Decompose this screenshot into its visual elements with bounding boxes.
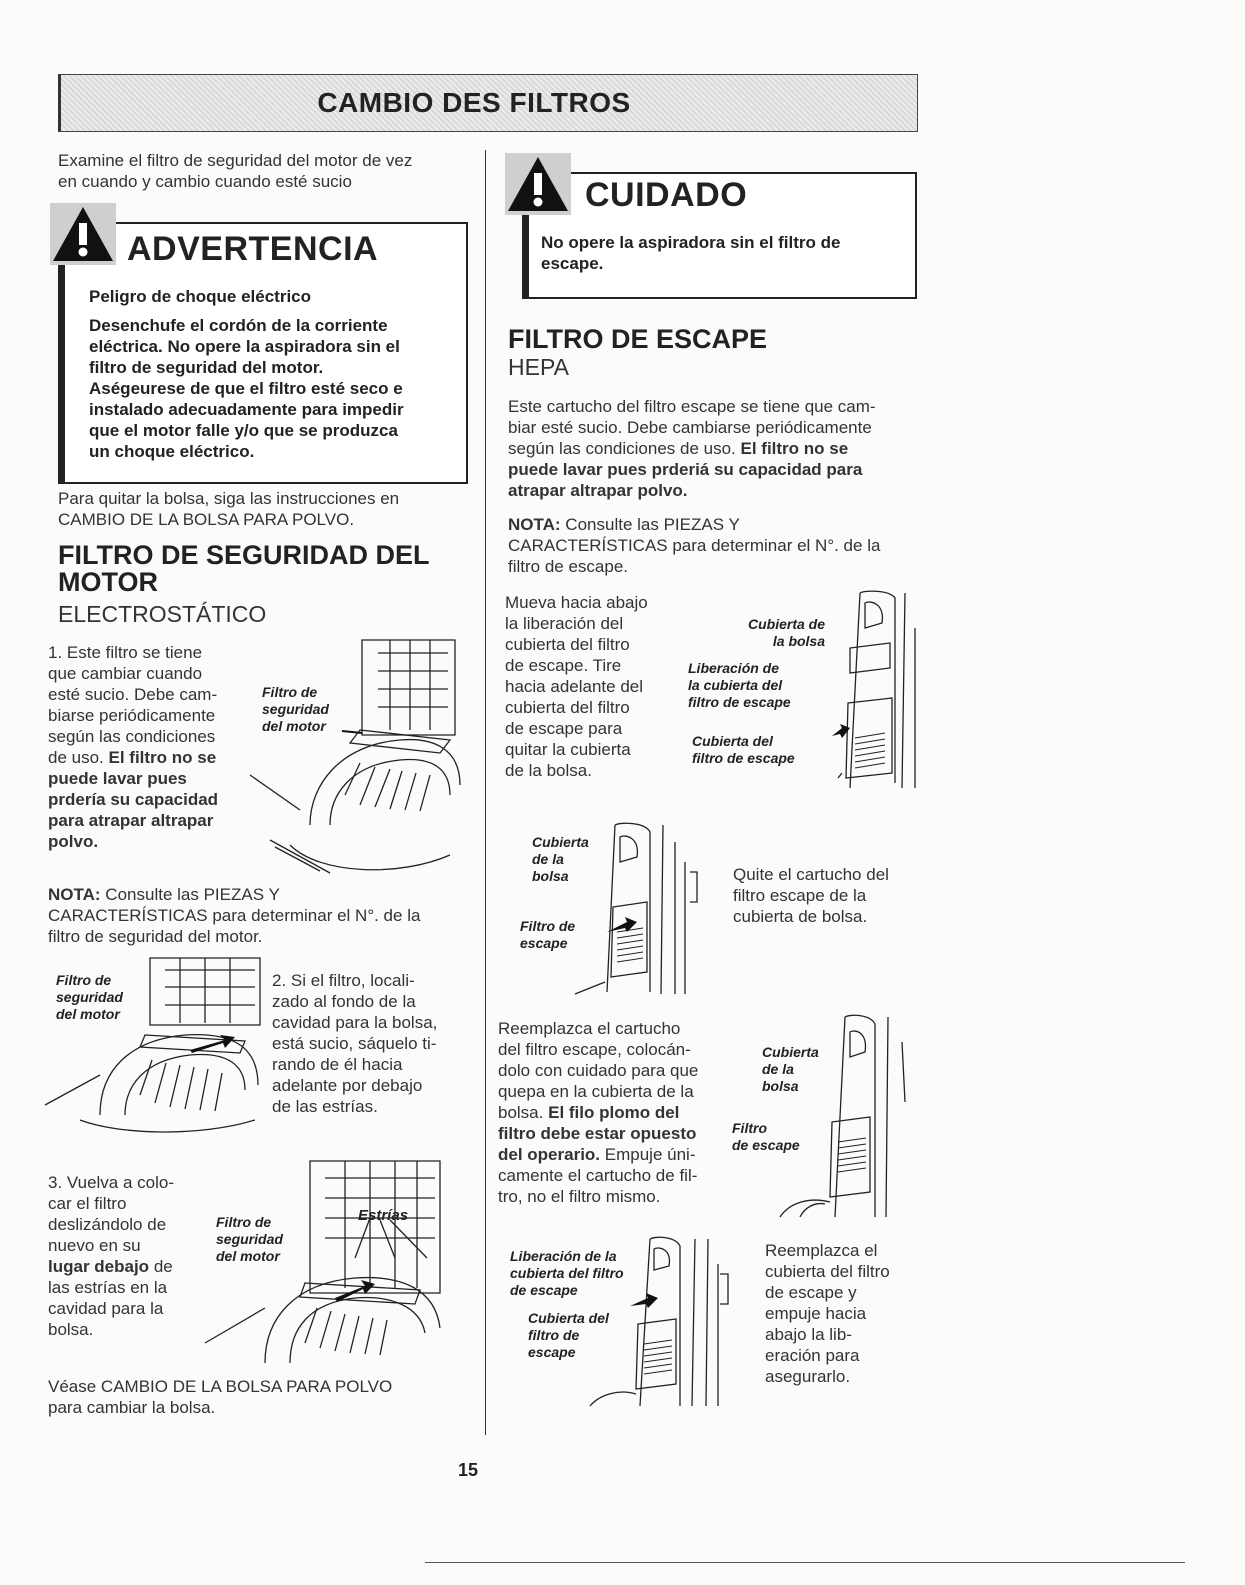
- text-line: 1. Este filtro se tiene: [48, 643, 203, 662]
- callout-line: Cubierta: [762, 1044, 819, 1060]
- text-line: filtro de escape.: [508, 557, 629, 576]
- callout-line: de escape: [732, 1137, 800, 1153]
- section-subtitle: HEPA: [508, 354, 569, 380]
- text-line: nuevo en su: [48, 1236, 141, 1255]
- text-line: filtro de seguridad del motor.: [89, 358, 324, 377]
- nota-label: NOTA:: [48, 885, 101, 904]
- right-nota: [508, 514, 880, 577]
- callout-line: de la: [762, 1061, 794, 1077]
- text-line: de: [153, 1257, 173, 1276]
- text-line: zado al fondo de la: [272, 992, 416, 1011]
- text-line: filtro escape de la: [733, 886, 867, 905]
- step3-text: [48, 1172, 174, 1340]
- text-line: asegurarlo.: [765, 1367, 851, 1386]
- motor-filter-heading: [58, 542, 430, 626]
- text-line: 2. Si el filtro, locali-: [272, 971, 415, 990]
- text-line: que el motor falle y/o que se produzca: [89, 421, 398, 440]
- step2-text: [272, 970, 437, 1117]
- exhaust-a-callout-bag: [748, 616, 825, 650]
- section-title-line: FILTRO DE SEGURIDAD DEL: [58, 540, 430, 570]
- callout-line: Filtro de: [262, 684, 318, 700]
- callout-line: filtro de escape: [692, 750, 795, 766]
- exhaust-step-b-text: [733, 864, 889, 927]
- text-line: según las condiciones: [48, 727, 216, 746]
- bold-text: El filtro no se: [740, 439, 849, 458]
- column-divider: [485, 150, 486, 1435]
- callout-line: de escape: [510, 1282, 578, 1298]
- text-line: de las estrías.: [272, 1097, 378, 1116]
- text-line: No opere la aspiradora sin el filtro de: [541, 233, 841, 252]
- text-line: instalado adecuadamente para impedir: [89, 400, 404, 419]
- exhaust-a-callout-release: [688, 660, 791, 711]
- callout-line: seguridad: [216, 1231, 283, 1247]
- callout-line: Cubierta: [532, 834, 589, 850]
- text-line: Examine el filtro de seguridad del motor de vez: [58, 151, 413, 170]
- callout-line: Cubierta del: [692, 733, 773, 749]
- text-line: Véase CAMBIO DE LA BOLSA PARA POLVO: [48, 1377, 393, 1396]
- callout-line: Cubierta de: [748, 616, 826, 632]
- text-line: puede lavar pues prderiá su capacidad para: [508, 460, 863, 479]
- text-line: cubierta de bolsa.: [733, 907, 868, 926]
- caution-body: [541, 232, 840, 274]
- warning-triangle-icon: [50, 203, 116, 265]
- text-line: Reemplazca el cartucho: [498, 1019, 681, 1038]
- text-line: de la bolsa.: [505, 761, 592, 780]
- page-number: 15: [458, 1460, 479, 1480]
- warning-box: [58, 222, 468, 484]
- text-line: Quite el cartucho del: [733, 865, 889, 884]
- caution-box: [522, 172, 917, 299]
- text-line: car el filtro: [48, 1194, 127, 1213]
- text-line: un choque eléctrico.: [89, 442, 255, 461]
- step1-text: [48, 642, 218, 852]
- callout-line: bolsa: [532, 868, 569, 884]
- scan-edge-line: [425, 1562, 1185, 1563]
- bold-text: El filo plomo del: [548, 1103, 680, 1122]
- section-title-line: MOTOR: [58, 567, 158, 597]
- text-line: prdería su capacidad: [48, 790, 219, 809]
- exhaust-intro: [508, 396, 876, 501]
- callout-line: cubierta del filtro: [510, 1265, 624, 1281]
- text-line: según las condiciones de uso.: [508, 439, 736, 458]
- callout-line: Filtro: [732, 1120, 767, 1136]
- motor-filter-illustration-1: [250, 635, 462, 875]
- text-line: de escape. Tire: [505, 656, 622, 675]
- warning-heading: ADVERTENCIA: [127, 230, 379, 268]
- callout-line: la bolsa: [772, 633, 826, 649]
- text-line: quitar la cubierta: [505, 740, 631, 759]
- text-line: cavidad para la: [48, 1299, 164, 1318]
- text-line: en cuando y cambio cuando esté sucio: [58, 172, 352, 191]
- text-line: adelante por debajo: [272, 1076, 423, 1095]
- warning-body: [89, 286, 404, 462]
- step1-callout: [262, 684, 329, 735]
- text-line: Mueva hacia abajo: [505, 593, 648, 612]
- text-line: de escape para: [505, 719, 623, 738]
- callout-line: escape: [520, 935, 568, 951]
- bold-text: lugar debajo: [48, 1257, 150, 1276]
- callout-line: del motor: [56, 1006, 120, 1022]
- exhaust-d-callout-release: [510, 1248, 624, 1299]
- text-line: Desenchufe el cordón de la corriente: [89, 316, 388, 335]
- text-line: camente el cartucho de fil-: [498, 1166, 698, 1185]
- nota-label: NOTA:: [508, 515, 561, 534]
- text-line: atrapar altrapar polvo.: [508, 481, 688, 500]
- callout-line: Liberación de: [688, 660, 780, 676]
- callout-line: escape: [528, 1344, 576, 1360]
- text-line: las estrías en la: [48, 1278, 168, 1297]
- text-line: Este cartucho del filtro escape se tiene que cam-: [508, 397, 876, 416]
- left-intro: [58, 150, 412, 192]
- text-line: cavidad para la bolsa,: [272, 1013, 438, 1032]
- callout-line: del motor: [262, 718, 326, 734]
- left-closing: [48, 1376, 392, 1418]
- callout-line: Cubierta del: [528, 1310, 609, 1326]
- text-line: cubierta del filtro: [505, 698, 630, 717]
- callout-line: filtro de: [528, 1327, 580, 1343]
- text-line: de uso.: [48, 748, 104, 767]
- exhaust-c-callout-bag: [762, 1044, 819, 1095]
- callout-line: Liberación de la: [510, 1248, 617, 1264]
- text-line: 3. Vuelva a colo-: [48, 1173, 174, 1192]
- callout-line: filtro de escape: [688, 694, 791, 710]
- text-line: CARACTERÍSTICAS para determinar el N°. de la: [48, 906, 421, 925]
- text-line: eración para: [765, 1346, 860, 1365]
- text-line: puede lavar pues: [48, 769, 187, 788]
- exhaust-a-callout-cover: [692, 733, 795, 767]
- exhaust-step-c-text: [498, 1018, 698, 1207]
- step3-callout: [216, 1214, 283, 1265]
- text-line: CARACTERÍSTICAS para determinar el N°. de la: [508, 536, 881, 555]
- callout-line: Filtro de: [216, 1214, 272, 1230]
- caution-triangle-icon: [505, 153, 571, 215]
- exhaust-d-callout-cover: [528, 1310, 609, 1361]
- text-line: esté sucio. Debe cam-: [48, 685, 218, 704]
- bag-note: [58, 488, 399, 530]
- text-line: del operario.: [498, 1145, 601, 1164]
- text-line: biar esté sucio. Debe cambiarse periódicamente: [508, 418, 872, 437]
- exhaust-c-callout-filter: [732, 1120, 800, 1154]
- exhaust-b-callout-filter: [520, 918, 575, 952]
- text-line: Reemplazca el: [765, 1241, 878, 1260]
- callout-line: bolsa: [762, 1078, 799, 1094]
- callout-line: Filtro de: [56, 972, 112, 988]
- text-line: deslizándolo de: [48, 1215, 167, 1234]
- text-line: tro, no el filtro mismo.: [498, 1187, 661, 1206]
- callout-line: seguridad: [56, 989, 123, 1005]
- exhaust-illustration-b: [585, 822, 710, 997]
- text-line: Consulte las PIEZAS Y: [565, 515, 740, 534]
- section-subtitle: ELECTROSTÁTICO: [58, 601, 267, 627]
- text-line: cubierta del filtro: [765, 1262, 890, 1281]
- callout-line: de la: [532, 851, 564, 867]
- text-line: de escape y: [765, 1283, 857, 1302]
- text-line: empuje hacia: [765, 1304, 867, 1323]
- text-line: hacia adelante del: [505, 677, 644, 696]
- text-line: bolsa.: [498, 1103, 544, 1122]
- step2-callout: [56, 972, 123, 1023]
- text-line: bolsa.: [48, 1320, 94, 1339]
- callout-line: la cubierta del: [688, 677, 783, 693]
- text-line: está sucio, sáquelo ti-: [272, 1034, 437, 1053]
- text-line: escape.: [541, 254, 604, 273]
- text-line: Consulte las PIEZAS Y: [105, 885, 280, 904]
- exhaust-b-callout-bag: [532, 834, 589, 885]
- caution-heading: CUIDADO: [585, 176, 748, 214]
- callout-line: del motor: [216, 1248, 280, 1264]
- text-line: que cambiar cuando: [48, 664, 203, 683]
- step3-callout-estrias: Estrías: [358, 1207, 409, 1224]
- text-line: cubierta del filtro: [505, 635, 630, 654]
- text-line: filtro debe estar opuesto: [498, 1124, 697, 1143]
- text-line: rando de él hacia: [272, 1055, 403, 1074]
- page-title: CAMBIO DES FILTROS: [317, 87, 631, 118]
- text-line: para atrapar altrapar: [48, 811, 214, 830]
- text-line: Para quitar la bolsa, siga las instrucciones en: [58, 489, 400, 508]
- text-line: la liberación del: [505, 614, 624, 633]
- warning-title: Peligro de choque eléctrico: [89, 287, 312, 306]
- text-line: del filtro escape, colocán-: [498, 1040, 691, 1059]
- text-line: Aségeurese de que el filtro esté seco e: [89, 379, 403, 398]
- title-banner: [58, 74, 918, 132]
- exhaust-step-d-text: [765, 1240, 890, 1387]
- text-line: Empuje úni-: [604, 1145, 696, 1164]
- callout-line: Filtro de: [520, 918, 576, 934]
- text-line: biarse periódicamente: [48, 706, 216, 725]
- left-nota: [48, 884, 420, 947]
- exhaust-filter-heading: [508, 326, 767, 379]
- text-line: para cambiar la bolsa.: [48, 1398, 216, 1417]
- text-line: quepa en la cubierta de la: [498, 1082, 694, 1101]
- text-line: polvo.: [48, 832, 99, 851]
- text-line: filtro de seguridad del motor.: [48, 927, 263, 946]
- text-line: CAMBIO DE LA BOLSA PARA POLVO.: [58, 510, 355, 529]
- text-line: dolo con cuidado para que: [498, 1061, 699, 1080]
- section-title: FILTRO DE ESCAPE: [508, 324, 768, 354]
- text-line: eléctrica. No opere la aspiradora sin el: [89, 337, 400, 356]
- callout-line: seguridad: [262, 701, 329, 717]
- text-line: abajo la lib-: [765, 1325, 852, 1344]
- exhaust-illustration-a: [820, 588, 920, 793]
- bold-text: El filtro no se: [108, 748, 217, 767]
- exhaust-step-a-text: [505, 592, 648, 781]
